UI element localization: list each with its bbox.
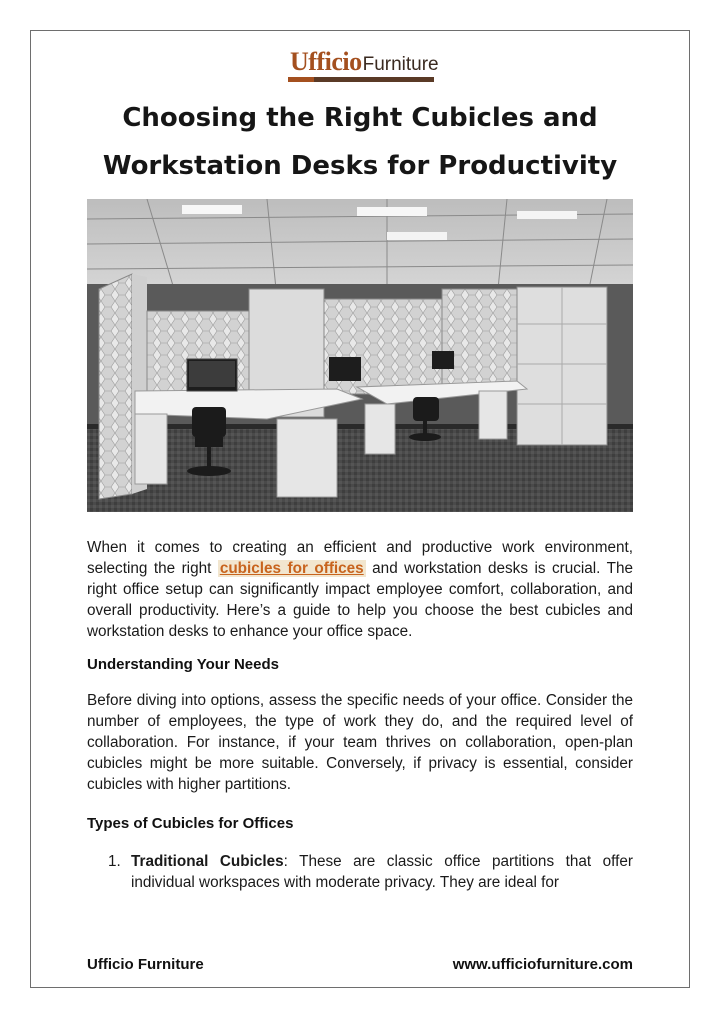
- section-paragraph-understanding-needs: Before diving into options, assess the specific needs of your office. Consider the number of employees, the type of work they do, and the required level of collaboration. For instance, if your team thrives on collaboration, open-plan cubicles might be more suitable. Conversely, if privacy is essential, consider cubicles with higher partitions.: [87, 692, 633, 793]
- section-heading-understanding-needs: Understanding Your Needs: [87, 656, 279, 673]
- intro-paragraph: [87, 537, 633, 642]
- intro-text-after-link: and workstation desks is crucial. The right office setup can significantly impact employee comfort, collaboration, and overall productivity. Here’s a guide to help you choose the best cubicles and workstation desks to enhance your office space.: [87, 560, 633, 640]
- list-item-number: 1.: [108, 853, 121, 870]
- logo-furniture: Furniture: [362, 54, 439, 75]
- footer-company-name: Ufficio Furniture: [87, 956, 204, 973]
- brand-logo: [288, 47, 439, 84]
- logo-ufficio: Ufficio: [290, 47, 362, 76]
- logo-underline-accent: [288, 77, 314, 82]
- page-title: Choosing the Right Cubicles and Workstation Desks for Productivity: [102, 103, 618, 181]
- list-item-term: Traditional Cubicles: [131, 853, 284, 870]
- list-item: [108, 851, 633, 893]
- footer-website-url: www.ufficiofurniture.com: [452, 956, 633, 973]
- cubicles-for-offices-link[interactable]: cubicles for offices: [219, 560, 364, 577]
- hero-image-office-cubicles: [87, 199, 633, 512]
- list-item-text: : These are classic office partitions that offer individual workspaces with moderate privacy. They are ideal for: [131, 853, 633, 891]
- section-heading-types-of-cubicles: Types of Cubicles for Offices: [87, 815, 294, 832]
- intro-text-before-link: When it comes to creating an efficient and productive work environment, selecting the right: [87, 539, 633, 577]
